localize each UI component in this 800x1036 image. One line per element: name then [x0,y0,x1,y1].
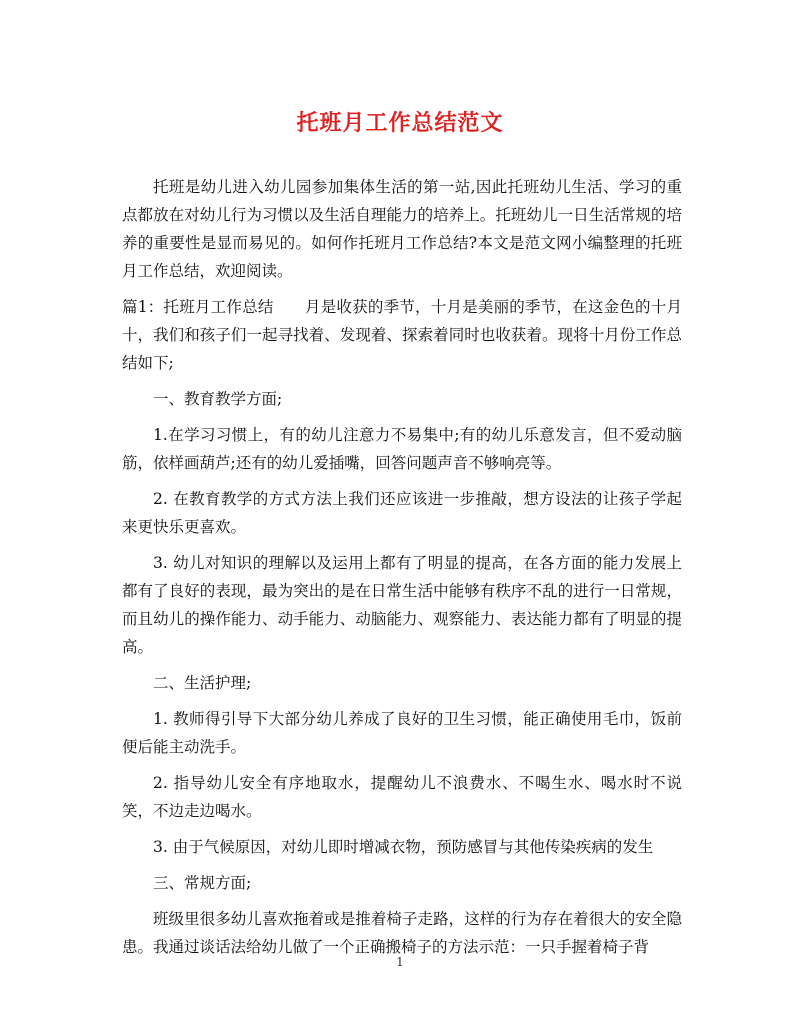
paragraph-life-care-3: 3. 由于气候原因，对幼儿即时增减衣物，预防感冒与其他传染疾病的发生 [153,838,654,856]
paragraph-life-care-1: 1. 教师得引导下大部分幼儿养成了良好的卫生习惯，能正确使用毛巾，饭前便后能主动洗手。 [122,710,682,756]
heading-routine: 三、常规方面; [153,874,252,892]
document-title: 托班月工作总结范文 [296,110,504,136]
paragraph-life-care-2: 2. 指导幼儿安全有序地取水，提醒幼儿不浪费水、不喝生水、喝水时不说笑，不边走边喝水。 [122,774,682,820]
paragraph-teaching-3: 3. 幼儿对知识的理解以及运用上都有了明显的提高，在各方面的能力发展上都有了良好的表现，最为突出的是在日常生活中能够有秩序不乱的进行一日常规，而且幼儿的操作能力、动手能力、动脑能力、观察能力、表达能力都有了明显的提高。 [122,554,682,656]
document-body [122,173,682,969]
paragraph-teaching-2: 2. 在教育教学的方式方法上我们还应该进一步推敲，想方设法的让孩子学起来更快乐更喜欢。 [122,490,682,536]
paragraph-intro: 托班是幼儿进入幼儿园参加集体生活的第一站,因此托班幼儿生活、学习的重点都放在对幼儿行为习惯以及生活自理能力的培养上。托班幼儿一日生活常规的培养的重要性是显而易见的。如何作托班月工作总结?本文是范文网小编整理的托班月工作总结，欢迎阅读。 [122,178,682,280]
paragraph-routine-1: 班级里很多幼儿喜欢拖着或是推着椅子走路，这样的行为存在着很大的安全隐患。我通过谈话法给幼儿做了一个正确搬椅子的方法示范：一只手握着椅子背 [122,910,682,956]
page-number: 1 [396,955,404,969]
heading-teaching: 一、教育教学方面; [153,390,283,408]
heading-life-care: 二、生活护理; [153,674,252,692]
paragraph-article-1-intro: 篇1：托班月工作总结 月是收获的季节，十月是美丽的季节，在这金色的十月十，我们和孩子们一起寻找着、发现着、探索着同时也收获着。现将十月份工作总结如下; [122,298,682,372]
paragraph-teaching-1: 1.在学习习惯上，有的幼儿注意力不易集中;有的幼儿乐意发言，但不爱动脑筋，依样画葫芦;还有的幼儿爱插嘴，回答问题声音不够响亮等。 [122,426,682,472]
